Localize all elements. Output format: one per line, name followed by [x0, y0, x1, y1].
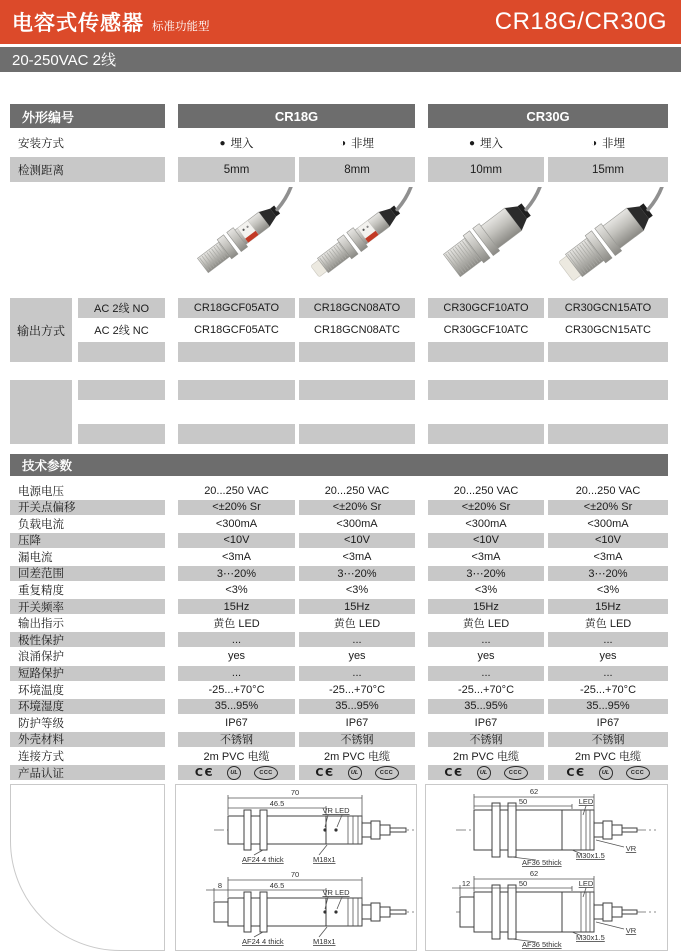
mounting-text: 非埋	[602, 138, 626, 150]
spec-label: 浪涌保护	[18, 651, 64, 664]
spec-value: yes	[477, 650, 495, 663]
spec-value: 2m PVC 电缆	[574, 751, 641, 763]
svg-text:AF36 5thick: AF36 5thick	[522, 940, 562, 950]
spec-label: 防护等级	[18, 717, 64, 730]
spec-value: IP67	[596, 716, 620, 729]
spec-row	[10, 715, 668, 730]
spec-value: 20...250 VAC	[453, 484, 519, 497]
spec-row	[10, 500, 668, 515]
svg-text:VR LED: VR LED	[322, 806, 350, 816]
model-number-cell	[299, 402, 415, 422]
spec-value: 2m PVC 电缆	[323, 751, 390, 763]
spec-row	[10, 566, 668, 581]
model-number-cell	[178, 402, 295, 422]
svg-text:M30x1.5: M30x1.5	[576, 933, 605, 943]
decorative-corner-box	[10, 784, 165, 951]
spec-value: <10V	[299, 533, 415, 548]
spec-value: 3⋯20%	[178, 566, 295, 581]
non-flush-mount-icon: ◑	[339, 137, 347, 149]
spec-value: 35...95%	[178, 699, 295, 714]
spec-value: yes	[599, 650, 617, 663]
svg-text:AF24 4 thick: AF24 4 thick	[242, 855, 284, 865]
spec-value: <3%	[596, 584, 620, 597]
certification-icons	[178, 765, 295, 780]
spec-label: 电源电压	[18, 485, 64, 498]
svg-text:70: 70	[290, 788, 300, 798]
model-number-cell: CR18GCF05ATO	[178, 298, 295, 318]
spec-row	[10, 616, 668, 631]
model-number-cell	[428, 342, 544, 362]
output-type-cell	[78, 380, 165, 400]
product-photo-cell	[428, 186, 544, 292]
spec-value: <300mA	[587, 517, 629, 530]
svg-text:50: 50	[518, 797, 528, 807]
ce-mark-icon: CЄ	[444, 766, 464, 780]
ce-mark-icon: CЄ	[566, 766, 586, 780]
distance-label: 检测距离	[10, 157, 165, 182]
spec-label: 漏电流	[18, 551, 53, 564]
spec-value: 3⋯20%	[428, 566, 544, 581]
sensor-photo-cr18g-flush	[181, 187, 293, 291]
output-group-main	[10, 298, 668, 362]
spec-row	[10, 533, 668, 548]
spec-value: <3mA	[221, 550, 252, 563]
model-number-cell	[428, 402, 544, 422]
page-title: 电容式传感器	[12, 12, 144, 35]
distance-cell: 15mm	[548, 157, 668, 182]
ccc-mark-icon: CCC	[254, 766, 278, 780]
sensor-photo-cr30g-flush	[430, 187, 542, 291]
spec-value: 20...250 VAC	[204, 484, 269, 497]
svg-text:46.5: 46.5	[269, 881, 285, 891]
spec-label: 环境湿度	[10, 699, 165, 714]
spec-row	[10, 632, 668, 647]
svg-text:AF24 4 thick: AF24 4 thick	[242, 937, 284, 947]
spec-value: 35...95%	[299, 699, 415, 714]
spec-label: 开关频率	[10, 599, 165, 614]
output-rows	[72, 380, 668, 444]
spec-row	[10, 649, 668, 664]
ul-mark-icon: UL	[477, 766, 491, 780]
tech-params-rows	[10, 483, 668, 780]
mounting-cell	[548, 130, 668, 156]
spec-row	[10, 682, 668, 697]
mounting-text: 埋入	[230, 138, 254, 150]
dimension-drawing-cr30g-flush	[426, 785, 667, 867]
spec-row	[10, 666, 668, 681]
model-number-cell	[428, 380, 544, 400]
ccc-mark-icon: CCC	[626, 766, 650, 780]
dimension-drawings-row	[10, 784, 668, 951]
output-type-cell	[78, 424, 165, 444]
output-group-gap	[10, 362, 668, 374]
output-row	[72, 402, 668, 422]
drawing-box-cr30g	[425, 784, 668, 951]
spec-value: ...	[178, 666, 295, 681]
dimension-drawing-cr18g-non-flush	[176, 867, 416, 949]
spec-table	[10, 104, 668, 951]
mounting-cell	[299, 130, 415, 156]
output-row	[72, 424, 668, 444]
spec-row	[10, 699, 668, 714]
spec-value: ...	[428, 632, 544, 647]
non-flush-mount-icon: ◑	[590, 137, 598, 149]
spec-value: ...	[299, 666, 415, 681]
spec-value: <10V	[178, 533, 295, 548]
distance-row	[10, 157, 668, 182]
spec-value: -25...+70°C	[328, 683, 386, 696]
spec-value: <10V	[428, 533, 544, 548]
model-number-cell: CR30GCF10ATC	[443, 324, 529, 336]
spec-value: IP67	[225, 716, 248, 729]
output-type-cell: AC 2线 NO	[78, 298, 165, 318]
output-type-cell	[78, 342, 165, 362]
svg-text:62: 62	[529, 869, 539, 879]
spec-value: -25...+70°C	[579, 683, 637, 696]
spec-value: yes	[227, 650, 246, 663]
title-group	[12, 7, 210, 37]
spec-value: <3%	[474, 584, 498, 597]
spec-value: 2m PVC 电缆	[452, 751, 519, 763]
spec-value: <300mA	[215, 517, 258, 530]
spec-value: IP67	[474, 716, 498, 729]
svg-text:LED: LED	[578, 879, 594, 889]
spec-label: 重复精度	[18, 585, 64, 598]
model-number-cell	[178, 380, 295, 400]
spec-value: <±20% Sr	[178, 500, 295, 515]
svg-text:VR: VR	[625, 926, 637, 936]
spec-value: 不锈钢	[299, 732, 415, 747]
svg-text:8: 8	[217, 881, 223, 891]
sensor-photo-cr18g-nonflush	[301, 187, 413, 291]
output-empty-label	[10, 380, 72, 444]
spec-value: <±20% Sr	[548, 500, 668, 515]
page-subtitle: 标准功能型	[152, 21, 210, 33]
output-row	[72, 298, 668, 318]
svg-text:70: 70	[290, 870, 300, 880]
dimension-drawing-cr18g-flush	[176, 785, 416, 867]
output-row	[72, 342, 668, 362]
spec-value: 不锈钢	[548, 732, 668, 747]
spec-label: 连接方式	[18, 751, 64, 763]
model-number-cell: CR18GCF05ATC	[194, 324, 279, 336]
spec-row	[10, 516, 668, 531]
spec-value: 黄色 LED	[333, 618, 381, 631]
svg-text:12: 12	[461, 879, 471, 889]
output-mode-label: 输出方式	[10, 298, 72, 362]
spec-value: yes	[348, 650, 366, 663]
spec-value: 20...250 VAC	[575, 484, 641, 497]
spec-row	[10, 765, 668, 780]
certification-icons	[428, 765, 544, 780]
svg-text:M18x1: M18x1	[313, 937, 336, 947]
model-number-cell	[178, 342, 295, 362]
spec-label: 回差范围	[10, 566, 165, 581]
distance-cell: 8mm	[299, 157, 415, 182]
spec-row	[10, 583, 668, 598]
model-number-cell: CR30GCN15ATC	[565, 324, 651, 336]
spec-value: ...	[178, 632, 295, 647]
mounting-text: 埋入	[480, 138, 504, 150]
svg-text:LED: LED	[578, 797, 594, 807]
output-type-cell	[78, 402, 165, 422]
model-number-cell	[548, 402, 668, 422]
mounting-cell	[178, 130, 295, 156]
distance-cell: 5mm	[178, 157, 295, 182]
output-type-cell: AC 2线 NC	[94, 325, 149, 337]
spec-label: 负载电流	[18, 518, 64, 531]
spec-value: 15Hz	[299, 599, 415, 614]
spec-value: <300mA	[465, 517, 507, 530]
ce-mark-icon: CЄ	[315, 766, 335, 780]
spec-value: 15Hz	[548, 599, 668, 614]
spec-value: <3mA	[593, 550, 623, 563]
ccc-mark-icon: CCC	[375, 766, 399, 780]
flush-mount-icon: ●	[219, 137, 226, 149]
spec-value: IP67	[345, 716, 369, 729]
spec-label: 输出指示	[18, 618, 64, 631]
spec-value: -25...+70°C	[457, 683, 515, 696]
ul-mark-icon: UL	[599, 766, 613, 780]
certification-icons	[299, 765, 415, 780]
flush-mount-icon: ●	[468, 137, 476, 149]
model-number-cell	[548, 342, 668, 362]
spec-row	[10, 732, 668, 747]
spec-value: 黄色 LED	[584, 618, 632, 631]
product-photos-row	[10, 186, 668, 292]
spec-value: <3%	[345, 584, 369, 597]
spec-label: 压降	[10, 533, 165, 548]
spec-row	[10, 549, 668, 564]
spec-value: 15Hz	[178, 599, 295, 614]
spec-label: 环境温度	[18, 684, 64, 697]
header-bar	[0, 0, 681, 44]
spec-value: -25...+70°C	[208, 683, 265, 696]
spec-label: 极性保护	[10, 632, 165, 647]
output-rows	[72, 298, 668, 362]
tech-params-header: 技术参数	[10, 454, 668, 476]
spec-value: 不锈钢	[178, 732, 295, 747]
model-number-cell: CR18GCN08ATO	[299, 298, 415, 318]
svg-text:62: 62	[529, 787, 539, 797]
spec-value: 黄色 LED	[462, 618, 510, 631]
model-number-cell	[178, 424, 295, 444]
ce-mark-icon: CЄ	[194, 766, 215, 780]
spec-row	[10, 749, 668, 764]
spec-value: 黄色 LED	[213, 618, 260, 631]
model-number-cell: CR30GCN15ATO	[548, 298, 668, 318]
sensor-photo-cr30g-nonflush	[552, 187, 664, 291]
spec-value: ...	[299, 632, 415, 647]
svg-text:AF36 5thick: AF36 5thick	[522, 858, 562, 868]
spec-value: <±20% Sr	[299, 500, 415, 515]
mounting-cell	[428, 130, 544, 156]
model-number-cell	[548, 424, 668, 444]
svg-text:VR LED: VR LED	[322, 888, 350, 898]
spec-value: <3%	[225, 584, 248, 597]
ccc-mark-icon: CCC	[504, 766, 528, 780]
spec-label: 短路保护	[10, 666, 165, 681]
mounting-text: 非埋	[351, 138, 375, 150]
drawing-box-cr18g	[175, 784, 417, 951]
model-number-cell	[299, 380, 415, 400]
svg-text:46.5: 46.5	[269, 799, 285, 809]
spec-value: ...	[428, 666, 544, 681]
output-row	[72, 380, 668, 400]
spec-label: 产品认证	[10, 765, 165, 780]
product-photo-cell	[178, 186, 295, 292]
spec-value: ...	[548, 632, 668, 647]
mounting-label: 安装方式	[18, 138, 64, 150]
product-photo-cell	[299, 186, 415, 292]
spec-value: <±20% Sr	[428, 500, 544, 515]
series-header-cr30g: CR30G	[428, 104, 668, 128]
model-number-cell	[548, 380, 668, 400]
spec-row	[10, 483, 668, 498]
spec-value: <3mA	[471, 550, 501, 563]
svg-text:VR: VR	[625, 844, 637, 854]
model-number-cell	[299, 424, 415, 444]
model-number-cell: CR18GCN08ATC	[314, 324, 400, 336]
svg-text:M18x1: M18x1	[313, 855, 336, 865]
voltage-type-bar: 20-250VAC 2线	[0, 47, 681, 72]
dimension-drawing-cr30g-non-flush	[426, 867, 667, 949]
product-photo-cell	[548, 186, 668, 292]
spec-value: ...	[548, 666, 668, 681]
distance-cell: 10mm	[428, 157, 544, 182]
shape-number-header: 外形编号	[10, 104, 165, 128]
spec-label: 开关点偏移	[10, 500, 165, 515]
spec-row	[10, 599, 668, 614]
model-title: CR18G/CR30G	[494, 8, 667, 35]
spec-value: 35...95%	[428, 699, 544, 714]
spec-value: 3⋯20%	[548, 566, 668, 581]
output-row	[72, 320, 668, 340]
photos-spacer	[10, 186, 165, 292]
spec-value: 35...95%	[548, 699, 668, 714]
svg-text:M30x1.5: M30x1.5	[576, 851, 605, 861]
ul-mark-icon: UL	[348, 766, 362, 780]
shape-header-row	[10, 104, 668, 128]
model-number-cell: CR30GCF10ATO	[428, 298, 544, 318]
ul-mark-icon: UL	[227, 766, 241, 780]
spec-value: 15Hz	[428, 599, 544, 614]
mounting-row	[10, 130, 668, 156]
spec-value: 3⋯20%	[299, 566, 415, 581]
spec-value: 2m PVC 电缆	[203, 751, 270, 763]
output-mode-section	[10, 298, 668, 444]
series-header-cr18g: CR18G	[178, 104, 415, 128]
certification-icons	[548, 765, 668, 780]
spec-value: 不锈钢	[428, 732, 544, 747]
model-number-cell	[299, 342, 415, 362]
spec-label: 外壳材料	[10, 732, 165, 747]
output-group-empty	[10, 380, 668, 444]
spec-value: <10V	[548, 533, 668, 548]
model-number-cell	[428, 424, 544, 444]
spec-value: <3mA	[342, 550, 372, 563]
spec-value: 20...250 VAC	[324, 484, 390, 497]
spec-value: <300mA	[336, 517, 378, 530]
svg-text:50: 50	[518, 879, 528, 889]
